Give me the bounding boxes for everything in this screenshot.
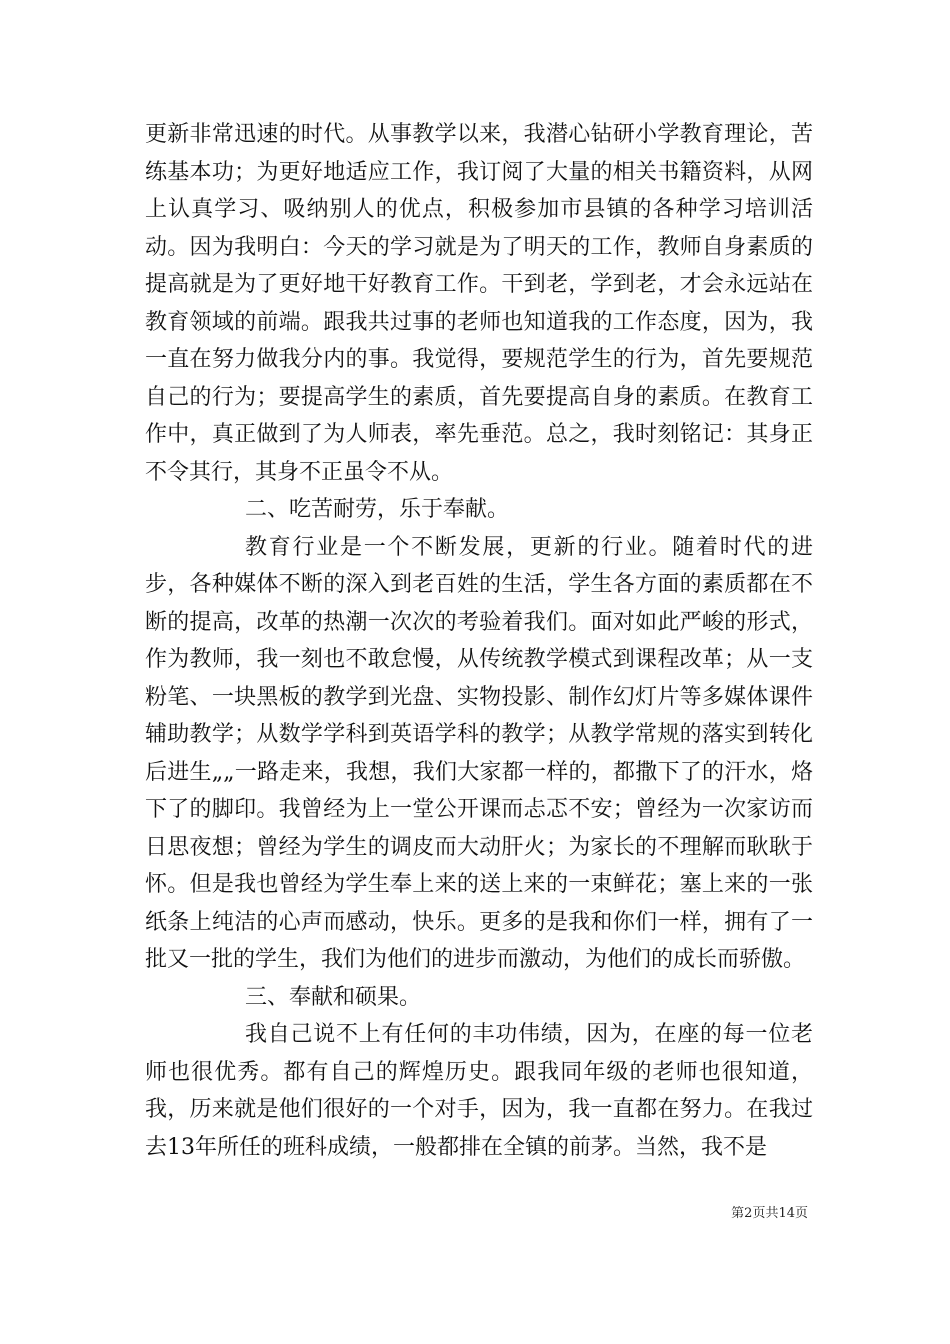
section-heading-3: 三、奉献和硕果。 [245,984,422,1010]
body-paragraph: 教育行业是一个不断发展，更新的行业。随着时代的进步，各种媒体不断的深入到老百姓的生活，学生各方面的素质都在不断的提高，改革的热潮一次次的考验着我们。面对如此严峻的形式，作为教师，我一刻也不敢怠慢，从传统教学模式到课程改革；从一支粉笔、一块黑板的教学到光盘、实物投影、制作幻灯片等多媒体课件辅助教学；从数学学科到英语学科的教学；从教学常规的落实到转化后进生„„一路走来，我想，我们大家都一样的，都撒下了的汗水，烙下了的脚印。我曾经为上一堂公开课而忐忑不安；曾经为一次家访而日思夜想；曾经为学生的调皮而大动肝火；为家长的不理解而耿耿于怀。但是我也曾经为学生奉上来的送上来的一束鲜花；塞上来的一张纸条上纯洁的心声而感动，快乐。更多的是我和你们一样，拥有了一批又一批的学生，我们为他们的进步而激动，为他们的成长而骄傲。 [145,534,813,972]
page-number-footer: 第2页共14页 [731,1206,808,1221]
body-paragraph: 我自己说不上有任何的丰功伟绩，因为，在座的每一位老师也很优秀。都有自己的辉煌历史。跟我同年级的老师也很知道，我，历来就是他们很好的一个对手，因为，我一直都在努力。在我过去13年所任的班科成绩，一般都排在全镇的前茅。当然，我不是 [145,1022,813,1160]
body-paragraph-continued: 更新非常迅速的时代。从事教学以来，我潜心钻研小学教育理论，苦练基本功；为更好地适应工作，我订阅了大量的相关书籍资料，从网上认真学习、吸纳别人的优点，积极参加市县镇的各种学习培训活动。因为我明白：今天的学习就是为了明天的工作，教师自身素质的提高就是为了更好地干好教育工作。干到老，学到老，才会永远站在教育领域的前端。跟我共过事的老师也知道我的工作态度，因为，我一直在努力做我分内的事。我觉得，要规范学生的行为，首先要规范自己的行为；要提高学生的素质，首先要提高自身的素质。在教育工作中，真正做到了为人师表，率先垂范。总之，我时刻铭记：其身正不令其行，其身不正虽令不从。 [145,122,813,485]
section-heading-2: 二、吃苦耐劳，乐于奉献。 [245,497,510,522]
document-body [145,116,813,1166]
